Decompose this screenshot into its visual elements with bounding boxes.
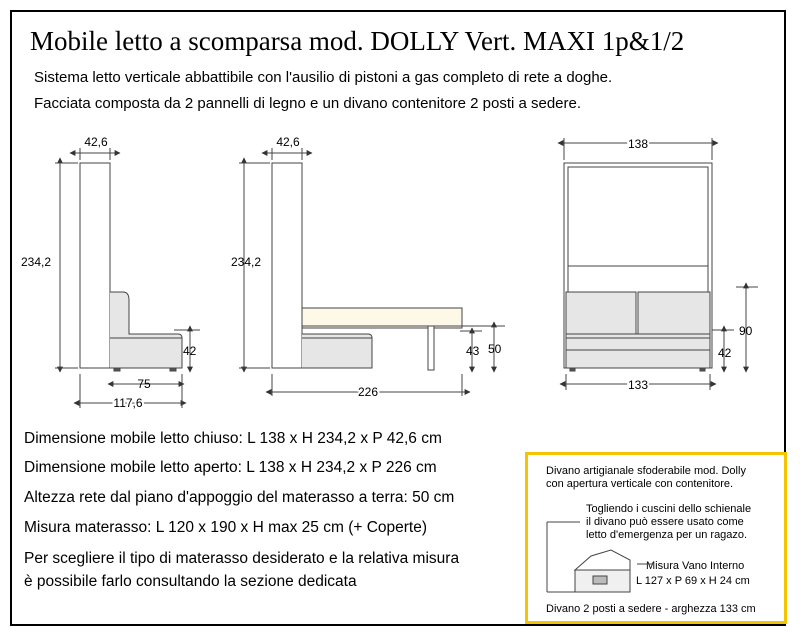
spec-open-label: Dimensione mobile letto aperto: (24, 459, 242, 476)
closed-seat-height-label: 42 (183, 344, 197, 358)
spec-closed-label: Dimensione mobile letto chiuso: (24, 430, 243, 447)
spec-choose-line-2: è possibile farlo consultando la sezione dedicata (24, 573, 357, 590)
closed-height-label: 234,2 (20, 255, 52, 269)
open-height-50-label: 50 (488, 342, 502, 356)
sofa-sketch (525, 452, 787, 624)
closed-total-depth-label: 117,6 (113, 396, 143, 410)
front-height-90-label: 90 (739, 324, 753, 338)
sofa-box-line-1: Divano artigianale sfoderabile mod. Dolly (546, 465, 746, 477)
open-height-43-label: 43 (466, 344, 480, 358)
spec-choose-line-1: Per scegliere il tipo di materasso desiderato e la relativa misura (24, 550, 460, 567)
spec-open (24, 459, 437, 477)
closed-width-label: 42,6 (84, 135, 108, 149)
sofa-box-bottom: Divano 2 posti a sedere - arghezza 133 cm (546, 603, 756, 615)
front-width-top-label: 138 (627, 137, 649, 151)
page-title: Mobile letto a scomparsa mod. DOLLY Vert. MAXI 1p&1/2 (30, 26, 685, 56)
sofa-box-note-3: letto d'emergenza per un ragazo. (586, 529, 748, 541)
sofa-box-line-2: con apertura verticale con contenitore. (546, 478, 734, 490)
open-height-label: 234,2 (231, 255, 262, 269)
front-width-bottom-label: 133 (627, 378, 649, 392)
open-width-label: 42,6 (276, 135, 300, 149)
spec-mattress-label: Misura materasso: (24, 519, 152, 536)
sofa-box-vano-value: L 127 x P 69 x H 24 cm (636, 575, 750, 587)
spec-closed (24, 430, 442, 448)
sofa-box-note-2: il divano può essere usato come (586, 516, 744, 528)
spec-closed-value: L 138 x H 234,2 x P 42,6 cm (242, 430, 442, 447)
spec-mattress-value: L 120 x 190 x H max 25 cm (+ Coperte) (151, 519, 428, 536)
subtitle-line-2: Facciata composta da 2 pannelli di legno e un divano contenitore 2 posti a sedere. (34, 95, 582, 112)
sofa-box-vano-label: Misura Vano Interno (646, 560, 745, 572)
front-height-42-label: 42 (718, 346, 732, 360)
spec-height: Altezza rete dal piano d'appoggio del materasso a terra: 50 cm (24, 489, 455, 506)
closed-side-view (55, 148, 200, 408)
sofa-info-box (525, 452, 787, 624)
spec-mattress (24, 519, 427, 537)
sofa-box-note-1: Togliendo i cuscini dello schienale (586, 503, 752, 515)
open-side-view (239, 148, 505, 396)
closed-seat-depth-label: 75 (137, 377, 151, 391)
spec-open-value: L 138 x H 234,2 x P 226 cm (241, 459, 437, 476)
open-total-depth-label: 226 (357, 385, 379, 399)
subtitle-line-1: Sistema letto verticale abbattibile con l'ausilio di pistoni a gas completo di rete a doghe. (34, 69, 613, 86)
